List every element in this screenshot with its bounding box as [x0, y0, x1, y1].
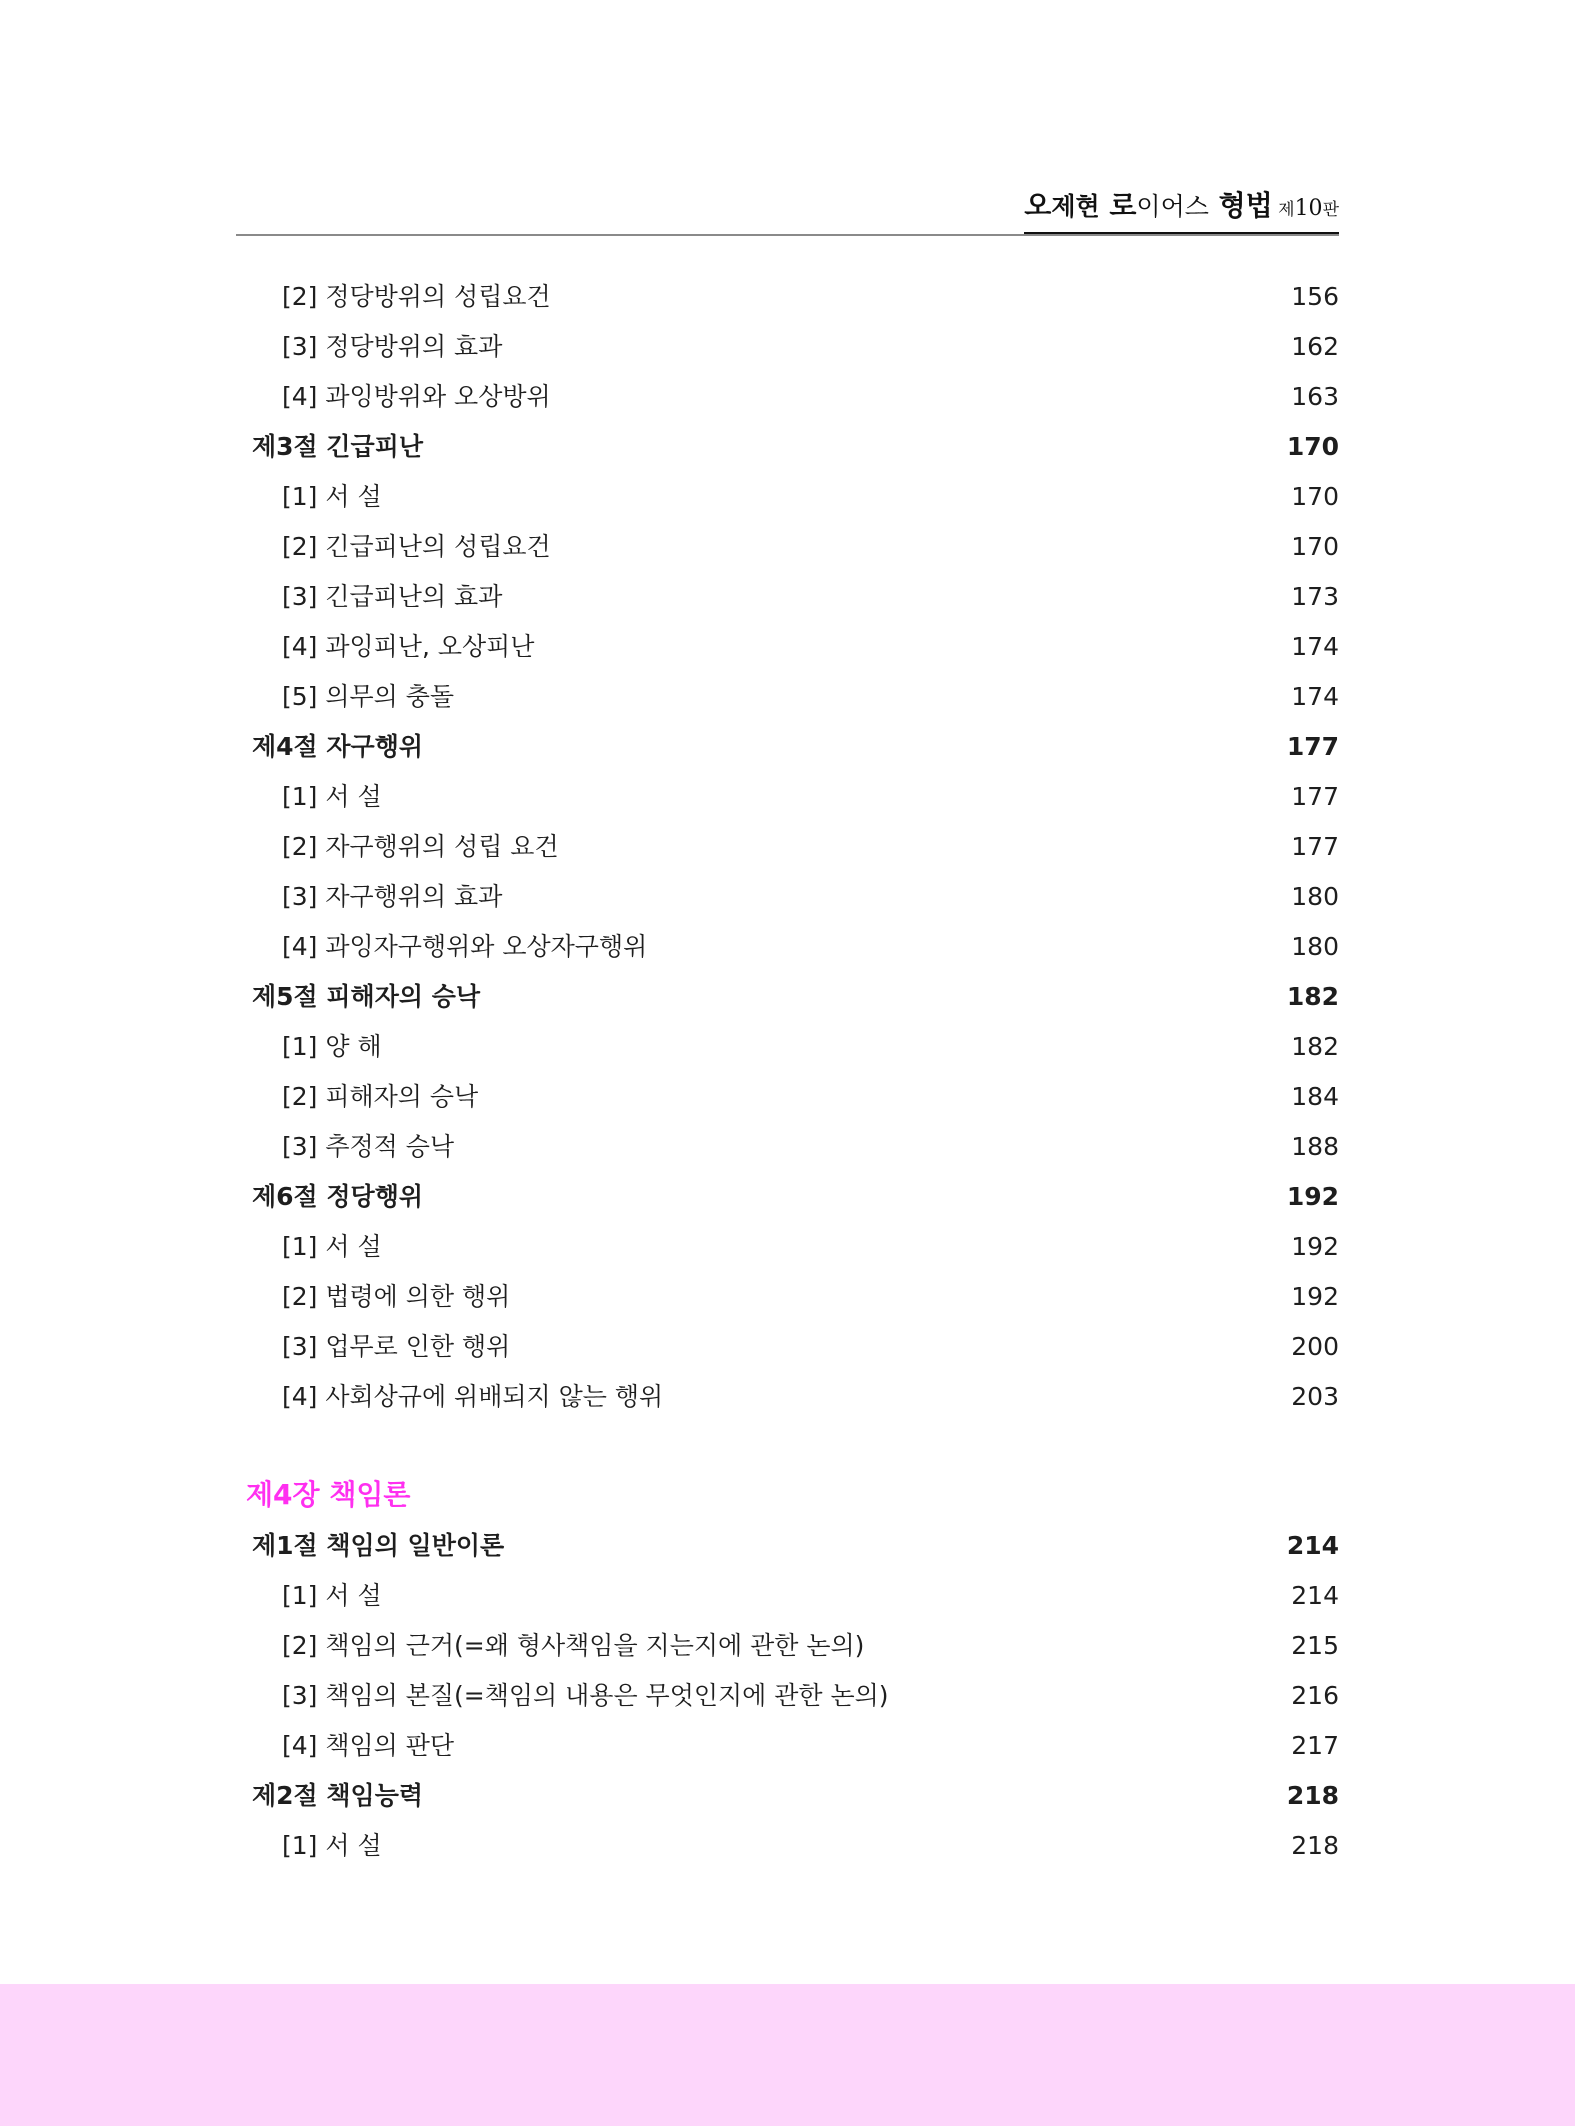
toc-page-number: 200 [1291, 1332, 1339, 1361]
toc-chapter-heading [246, 1469, 1339, 1521]
toc-section-row [252, 972, 1339, 1022]
toc-entry-title: 제5절 피해자의 승낙 [252, 982, 481, 1011]
toc-item-row [252, 872, 1339, 922]
toc-page-number: 192 [1291, 1282, 1339, 1311]
footer-band [0, 1984, 1575, 2126]
toc-entry-title: [3] 책임의 본질(=책임의 내용은 무엇인지에 관한 논의) [282, 1681, 889, 1710]
toc-page-number: 170 [1286, 432, 1339, 461]
toc-page-number: 177 [1286, 732, 1339, 761]
toc-entry-title: 제1절 책임의 일반이론 [252, 1531, 505, 1560]
toc-page-number: 162 [1291, 332, 1339, 361]
toc-item-row [252, 1621, 1339, 1671]
toc-page-number: 184 [1291, 1082, 1339, 1111]
toc-page-number: 188 [1291, 1132, 1339, 1161]
toc-entry-title: 제2절 책임능력 [252, 1781, 423, 1810]
toc-entry-title: [3] 추정적 승낙 [282, 1132, 455, 1161]
toc-item-row [252, 1571, 1339, 1621]
toc-page-number: 156 [1291, 282, 1339, 311]
toc-entry-title: 제4장 책임론 [246, 1478, 411, 1511]
toc-item-row [252, 572, 1339, 622]
toc-item-row [252, 1671, 1339, 1721]
toc-item-row [252, 1322, 1339, 1372]
toc-section-row [252, 722, 1339, 772]
toc-page-number: 218 [1286, 1781, 1339, 1810]
toc-entry-title: 제4절 자구행위 [252, 732, 423, 761]
toc-entry-title: [1] 서 설 [282, 1581, 382, 1610]
toc-entry-title: [1] 서 설 [282, 1232, 382, 1261]
toc-page-number: 214 [1286, 1531, 1339, 1560]
toc-page-number: 216 [1291, 1681, 1339, 1710]
toc-page-number: 215 [1291, 1631, 1339, 1660]
toc-entry-title: [2] 피해자의 승낙 [282, 1082, 479, 1111]
toc-item-row [252, 822, 1339, 872]
table-of-contents [246, 272, 1339, 1871]
toc-item-row [252, 672, 1339, 722]
toc-entry-title: [5] 의무의 충돌 [282, 682, 455, 711]
toc-entry-title: 제3절 긴급피난 [252, 432, 423, 461]
toc-section-row [252, 1771, 1339, 1821]
toc-section-row [252, 1172, 1339, 1222]
header-rule [236, 234, 1339, 236]
toc-item-row [252, 772, 1339, 822]
toc-item-row [252, 1222, 1339, 1272]
toc-item-row [252, 1821, 1339, 1871]
toc-item-row [252, 272, 1339, 322]
toc-entry-title: [4] 과잉방위와 오상방위 [282, 382, 551, 411]
toc-item-row [252, 1072, 1339, 1122]
toc-section-row [252, 1521, 1339, 1571]
toc-page-number: 163 [1291, 382, 1339, 411]
toc-entry-title: [2] 정당방위의 성립요건 [282, 282, 551, 311]
toc-entry-title: [3] 자구행위의 효과 [282, 882, 503, 911]
toc-entry-title: [4] 책임의 판단 [282, 1731, 455, 1760]
toc-page-number: 170 [1291, 482, 1339, 511]
toc-page-number: 217 [1291, 1731, 1339, 1760]
toc-item-row [252, 922, 1339, 972]
toc-page-number: 182 [1286, 982, 1339, 1011]
toc-item-row [252, 372, 1339, 422]
toc-item-row [252, 1122, 1339, 1172]
toc-page-number: 203 [1291, 1382, 1339, 1411]
toc-page-number: 180 [1291, 932, 1339, 961]
running-header [236, 190, 1339, 236]
toc-entry-title: 제6절 정당행위 [252, 1182, 423, 1211]
toc-entry-title: [1] 서 설 [282, 1831, 382, 1860]
toc-page-number: 192 [1286, 1182, 1339, 1211]
toc-page-number: 192 [1291, 1232, 1339, 1261]
toc-entry-title: [2] 법령에 의한 행위 [282, 1282, 511, 1311]
toc-entry-title: [3] 정당방위의 효과 [282, 332, 503, 361]
toc-item-row [252, 1022, 1339, 1072]
toc-page-number: 182 [1291, 1032, 1339, 1061]
toc-item-row [252, 522, 1339, 572]
toc-page-number: 173 [1291, 582, 1339, 611]
toc-entry-title: [1] 양 해 [282, 1032, 382, 1061]
toc-page-number: 174 [1291, 682, 1339, 711]
toc-item-row [252, 1721, 1339, 1771]
toc-entry-title: [1] 서 설 [282, 482, 382, 511]
toc-section-row [252, 422, 1339, 472]
toc-entry-title: [2] 자구행위의 성립 요건 [282, 832, 559, 861]
toc-entry-title: [3] 업무로 인한 행위 [282, 1332, 511, 1361]
toc-entry-title: [4] 과잉자구행위와 오상자구행위 [282, 932, 648, 961]
toc-entry-title: [4] 과잉피난, 오상피난 [282, 632, 535, 661]
toc-page-number: 174 [1291, 632, 1339, 661]
book-title: 오제현 로이어스 형법 제10판 [1024, 184, 1339, 236]
toc-item-row [252, 1372, 1339, 1422]
toc-entry-title: [1] 서 설 [282, 782, 382, 811]
toc-page-number: 214 [1291, 1581, 1339, 1610]
toc-page-number: 180 [1291, 882, 1339, 911]
toc-entry-title: [3] 긴급피난의 효과 [282, 582, 503, 611]
toc-item-row [252, 622, 1339, 672]
toc-entry-title: [2] 책임의 근거(=왜 형사책임을 지는지에 관한 논의) [282, 1631, 865, 1660]
toc-page-number: 170 [1291, 532, 1339, 561]
toc-page-number: 177 [1291, 782, 1339, 811]
toc-entry-title: [2] 긴급피난의 성립요건 [282, 532, 551, 561]
toc-page-number: 177 [1291, 832, 1339, 861]
toc-entry-title: [4] 사회상규에 위배되지 않는 행위 [282, 1382, 664, 1411]
toc-item-row [252, 472, 1339, 522]
toc-page-number: 218 [1291, 1831, 1339, 1860]
toc-item-row [252, 1272, 1339, 1322]
toc-item-row [252, 322, 1339, 372]
